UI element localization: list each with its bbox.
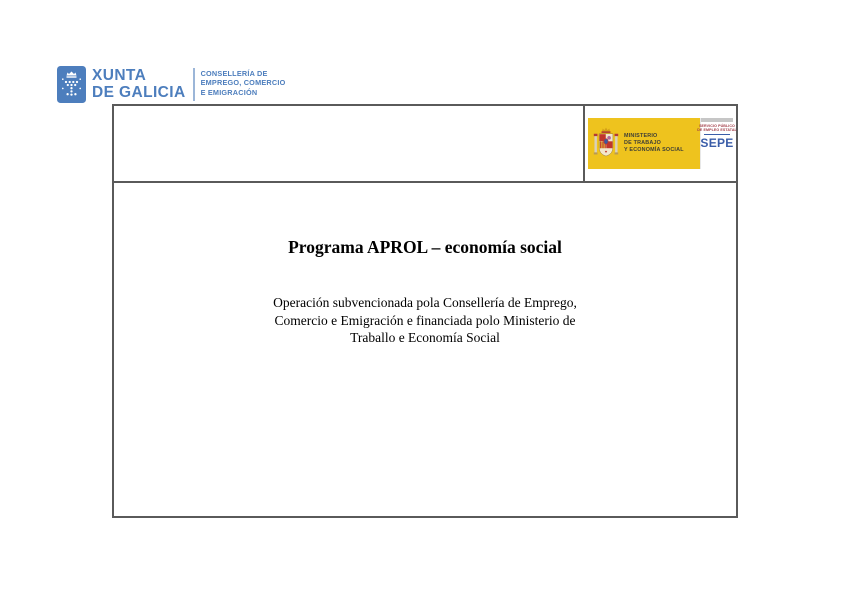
header-logo-cell: [585, 106, 736, 181]
sepe-rule: [704, 134, 730, 135]
ministerio-logo-band: [588, 118, 700, 169]
funding-statement: [114, 294, 736, 347]
brand-divider: [193, 68, 195, 101]
table-header-row: [114, 106, 736, 183]
conselleria-line: E EMIGRACIÓN: [200, 87, 258, 97]
xunta-line: XUNTA: [92, 67, 147, 84]
header-empty-cell: [114, 106, 585, 181]
sepe-logo: [697, 118, 737, 169]
ministerio-line: MINISTERIO: [624, 133, 658, 139]
xunta-galicia-logo: [57, 66, 285, 103]
galicia-crest-icon: [57, 66, 86, 103]
conselleria-label: [201, 69, 286, 97]
conselleria-line: CONSELLERÍA DE: [200, 69, 268, 78]
spain-coat-of-arms-icon: [593, 125, 619, 162]
funding-statement-line: Operación subvencionada pola Consellería de Emprego,: [273, 295, 577, 310]
galicia-line: DE GALICIA: [92, 83, 186, 101]
sepe-small-label: [697, 124, 737, 133]
ministerio-label: [624, 133, 684, 154]
funding-statement-line: Comercio e Emigración e financiada polo Ministerio de: [274, 312, 576, 328]
document-table: [112, 104, 738, 518]
sepe-topbar: [701, 118, 733, 122]
funding-statement-line: Traballo e Economía Social: [350, 330, 500, 345]
table-body-cell: [114, 183, 736, 347]
page-title: Programa APROL – economía social: [288, 237, 562, 257]
sepe-small-line: SERVICIO PÚBLICO: [699, 124, 735, 128]
sepe-small-line: DE EMPLEO ESTATAL: [697, 128, 737, 133]
ministerio-line: DE TRABAJO: [624, 140, 662, 146]
ministerio-line: Y ECONOMÍA SOCIAL: [624, 147, 684, 153]
ministerio-sepe-logo: [588, 118, 737, 169]
conselleria-line: EMPREGO, COMERCIO: [200, 78, 286, 88]
sepe-acronym: SEPE: [700, 135, 734, 150]
xunta-galicia-wordmark: [92, 68, 186, 101]
